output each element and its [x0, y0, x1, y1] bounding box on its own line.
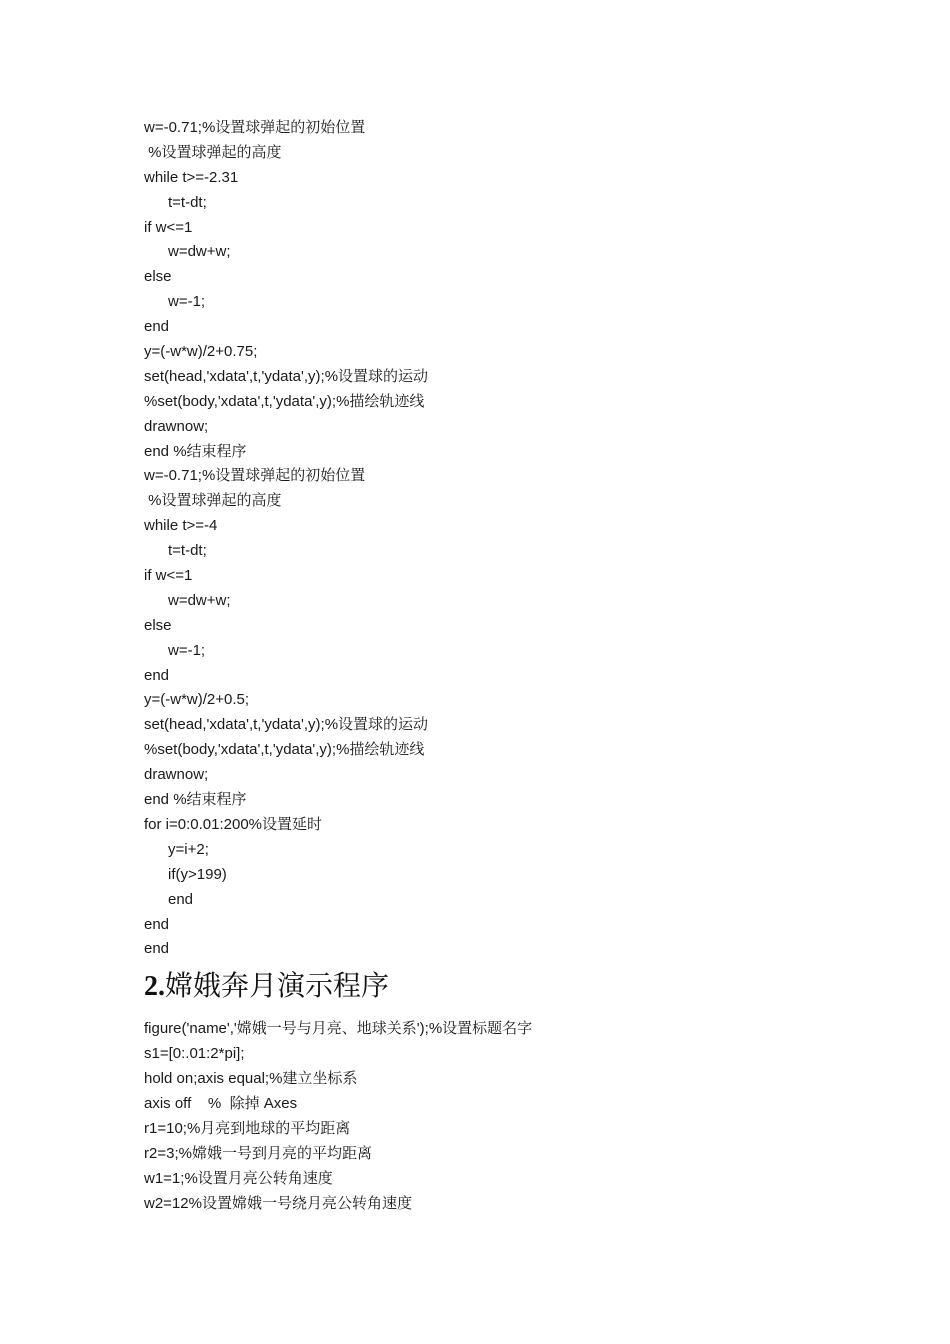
code-line: while t>=-4 [144, 517, 218, 535]
code-line: w=dw+w; [168, 243, 231, 261]
code-line: axis off % 除掉 Axes [144, 1094, 298, 1112]
code-line: end [144, 940, 170, 958]
code-line: w=-1; [168, 641, 206, 659]
code-line: figure('name','嫦娥一号与月亮、地球关系');%设置标题名字 [144, 1020, 533, 1038]
code-line: end [144, 915, 170, 933]
code-line: s1=[0:.01:2*pi]; [144, 1045, 245, 1063]
code-line: w=-0.71;%设置球弹起的初始位置 [144, 467, 366, 485]
code-section-change-moon [144, 1017, 904, 1216]
code-line: if w<=1 [144, 567, 193, 585]
code-line: end [144, 666, 170, 684]
code-line: t=t-dt; [168, 193, 207, 211]
code-section-ball-bounce [144, 116, 904, 962]
code-line: w2=12%设置嫦娥一号绕月亮公转角速度 [144, 1194, 412, 1212]
code-line: for i=0:0.01:200%设置延时 [144, 815, 323, 833]
code-block [144, 116, 904, 1216]
code-line: %设置球弹起的高度 [144, 492, 282, 510]
code-line: %设置球弹起的高度 [144, 143, 282, 161]
section-heading [144, 961, 904, 1013]
code-line: t=t-dt; [168, 542, 207, 560]
code-line: else [144, 268, 172, 286]
code-line: y=i+2; [168, 840, 209, 858]
code-line: r1=10;%月亮到地球的平均距离 [144, 1119, 351, 1137]
code-line: if(y>199) [168, 865, 227, 883]
code-line: y=(-w*w)/2+0.5; [144, 691, 250, 709]
code-line: hold on;axis equal;%建立坐标系 [144, 1070, 358, 1088]
code-line: drawnow; [144, 766, 209, 784]
code-line: r2=3;%嫦娥一号到月亮的平均距离 [144, 1144, 372, 1162]
code-line: set(head,'xdata',t,'ydata',y);%设置球的运动 [144, 367, 429, 385]
code-line: drawnow; [144, 417, 209, 435]
code-line: w=dw+w; [168, 591, 231, 609]
code-line: w=-1; [168, 293, 206, 311]
code-line: end [168, 890, 194, 908]
code-line: while t>=-2.31 [144, 168, 239, 186]
code-line: y=(-w*w)/2+0.75; [144, 343, 258, 361]
code-line: else [144, 616, 172, 634]
code-line: w=-0.71;%设置球弹起的初始位置 [144, 119, 366, 136]
code-line: end [144, 318, 170, 336]
code-line: %set(body,'xdata',t,'ydata',y);%描绘轨迹线 [144, 392, 425, 410]
code-line: end %结束程序 [144, 442, 247, 460]
code-line: if w<=1 [144, 218, 193, 236]
section-title: 嫦娥奔月演示程序 [165, 971, 390, 1003]
code-line: set(head,'xdata',t,'ydata',y);%设置球的运动 [144, 716, 429, 734]
code-line: %set(body,'xdata',t,'ydata',y);%描绘轨迹线 [144, 741, 425, 759]
code-line: w1=1;%设置月亮公转角速度 [144, 1169, 333, 1187]
code-line: end %结束程序 [144, 791, 247, 809]
section-number: 2. [144, 971, 165, 1003]
